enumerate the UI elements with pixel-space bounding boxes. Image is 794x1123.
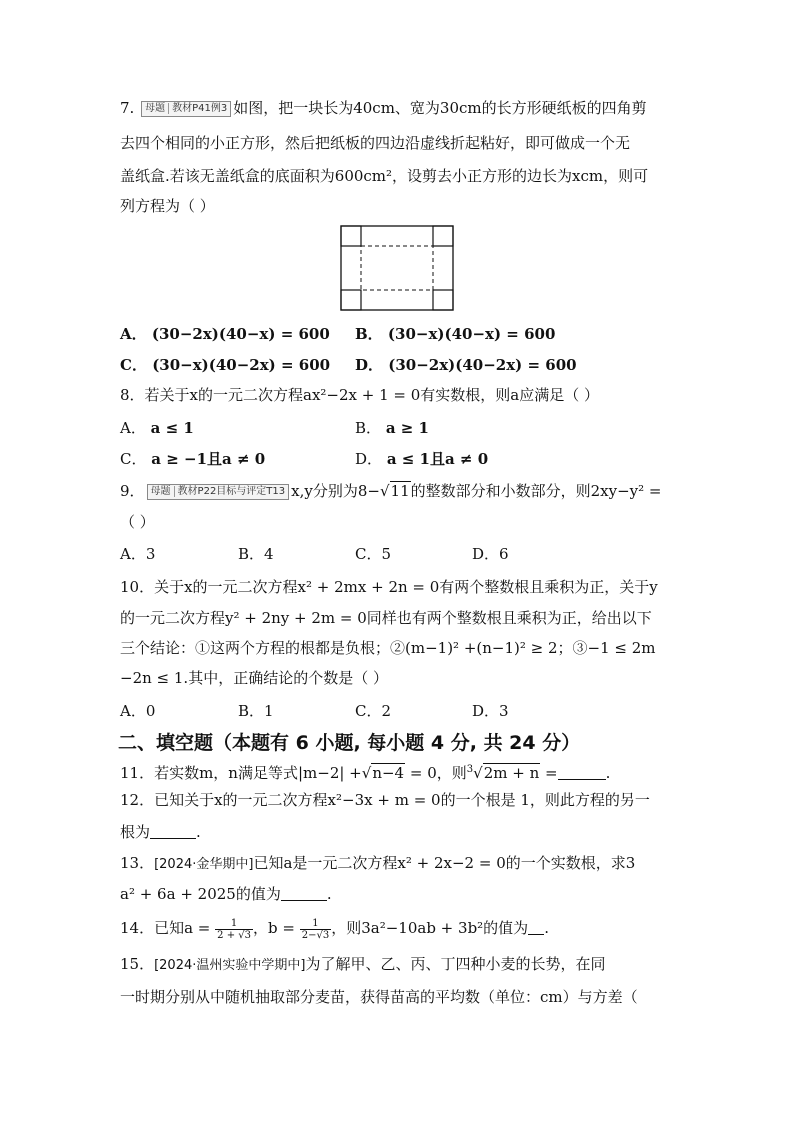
q7-tag-textbook: 教材P41例3 [172,103,228,114]
q8-option-a-label: A． [120,419,146,437]
q10-text-3: 三个结论：①这两个方程的根都是负根；②(m−1)² +(n−1)² ≥ 2；③−1 ≤ 2m [120,639,656,657]
q9-tag-mother: 母题 [151,486,175,497]
q10-line2 [120,608,652,628]
q9-tag-textbook: 教材P22目标与评定T13 [177,486,286,497]
q7-option-a-text: (30−2x)(40−x) = 600 [151,325,330,343]
q10-option-b-text: 1 [264,702,274,720]
q7-option-d [355,355,577,375]
q15-source: [2024·温州实验中学期中] [154,958,306,973]
q11-text-a: 11．若实数m，n满足等式|m−2| + [120,764,362,782]
q12-line1 [120,790,650,810]
q8-option-a-text: a ≤ 1 [150,419,194,437]
q10-option-a [120,701,155,721]
q9-option-c [355,544,391,564]
q9-text-b: 的整数部分和小数部分，则2xy−y² = [410,482,662,500]
corner-square-tl [341,226,361,246]
q7-option-b-text: (30−x)(40−x) = 600 [387,325,556,343]
q7-option-b [355,324,555,344]
q10-option-b [238,701,274,721]
sqrt-symbol-icon: √ [379,482,390,500]
q7-option-c-label: C． [120,356,147,374]
cardboard-figure [340,225,454,311]
q11-text-end: . [605,764,611,782]
q15-line2 [120,987,638,1007]
q7-option-c [120,355,330,375]
q8-text-1: 8．若关于x的一元二次方程ax²−2x + 1 = 0有实数根，则a应满足（ ） [120,386,599,404]
q8-option-c-text: a ≥ −1且a ≠ 0 [151,450,266,468]
q7-option-b-label: B． [355,325,383,343]
q9-option-d-text: 6 [499,545,509,563]
q14-answer-blank[interactable] [528,920,544,935]
q9-option-d [472,544,509,564]
q8-option-d-label: D． [355,450,383,468]
q9-option-b-label: B． [238,545,265,563]
q8-option-c-label: C． [120,450,147,468]
q7-text-4: 列方程为（ ） [120,197,215,215]
q10-line3 [120,638,656,658]
q8-option-d [355,449,488,469]
q7-line4 [120,196,215,216]
q10-text-4: −2n ≤ 1.其中，正确结论的个数是（ ） [120,669,388,687]
q12-text-end: . [196,823,201,841]
q11-answer-blank[interactable] [558,765,606,780]
q14-text-a: 14．已知a = [120,919,211,937]
q14-frac-a-denominator: 2 + √3 [217,929,251,941]
q12-line2 [120,822,201,842]
q15-line1 [120,954,605,976]
q14-line1 [120,916,549,941]
q8-option-c [120,449,265,469]
q13-source: [2024·金华期中] [154,857,254,872]
q13-line1 [120,853,635,875]
q14-text-b: ，b = [253,919,295,937]
q11-root-index: 3 [466,764,474,775]
q14-frac-a-numerator: 1 [215,918,253,930]
corner-square-bl [341,290,361,310]
q8-option-b [355,418,429,438]
q7-option-a [120,324,330,344]
q7-number: 7. [120,99,135,117]
q7-text-3: 盖纸盒.若该无盖纸盒的底面积为600cm²，设剪去小正方形的边长为xcm，则可 [120,167,649,185]
q13-text-end: . [326,885,332,903]
corner-square-br [433,290,453,310]
q9-radicand: 11 [390,482,410,500]
q15-number: 15． [120,955,155,973]
q9-option-a-text: 3 [145,545,156,563]
q7-source-tag [141,101,231,117]
q9-text-2: （ ） [120,513,155,531]
q9-text-a: x,y分别为8− [291,482,380,500]
q13-text-1: 已知a是一元二次方程x² + 2x−2 = 0的一个实数根，求3 [253,854,636,872]
q11-text-b: = 0，则 [405,764,467,782]
q10-option-a-text: 0 [145,702,156,720]
q10-option-c-text: 2 [381,702,392,720]
q8-option-a [120,418,194,438]
q12-text-1: 12．已知关于x的一元二次方程x²−3x + m = 0的一个根是 1，则此方程的另一 [120,791,650,809]
q11-text-c: = [540,764,558,782]
q14-fraction-a [215,918,253,941]
q12-answer-blank[interactable] [150,824,196,839]
q15-text-2: 一时期分别从中随机抽取部分麦苗，获得苗高的平均数（单位：cm）与方差（ [120,988,638,1006]
q14-fraction-b [300,918,331,941]
q10-option-d-label: D． [472,702,500,720]
q11-radicand-1: n−4 [372,764,405,782]
q7-option-d-text: (30−2x)(40−2x) = 600 [388,356,577,374]
q9-option-c-label: C． [355,545,382,563]
q9-number: 9． [120,482,145,500]
q10-option-b-label: B． [238,702,265,720]
q9-line2 [120,512,155,532]
q10-option-a-label: A． [120,702,146,720]
q8-option-d-text: a ≤ 1且a ≠ 0 [386,450,489,468]
q13-text-2: a² + 6a + 2025的值为 [120,885,281,903]
q7-option-d-label: D． [355,356,384,374]
q7-text-2: 去四个相同的小正方形，然后把纸板的四边沿虚线折起粘好，即可做成一个无 [120,134,631,152]
q11-line1 [120,760,610,783]
q10-text-1: 10．关于x的一元二次方程x² + 2mx + 2n = 0有两个整数根且乘积为正，关于y [120,578,658,596]
q14-text-end: . [544,919,549,937]
q11-radicand-2: 2m + n [483,764,540,782]
q9-option-d-label: D． [472,545,500,563]
q7-tag-mother: 母题 [145,103,169,114]
q10-option-c-label: C． [355,702,382,720]
q14-text-c: ，则3a²−10ab + 3b²的值为 [331,919,529,937]
q12-text-2: 根为 [120,823,151,841]
q10-option-c [355,701,391,721]
q7-text-1: 如图，把一块长为40cm、宽为30cm的长方形硬纸板的四角剪 [233,99,647,117]
cardboard-outline [341,226,453,310]
section-heading-fill-in [118,730,580,756]
q8-option-b-label: B． [355,419,382,437]
q7-line1 [120,98,647,118]
q7-option-c-text: (30−x)(40−2x) = 600 [152,356,331,374]
q9-option-b-text: 4 [264,545,274,563]
q10-line4 [120,668,388,688]
sqrt-symbol-icon: √ [473,764,483,782]
q13-number: 13． [120,854,155,872]
q10-option-d [472,701,509,721]
q9-option-b [238,544,274,564]
q10-option-d-text: 3 [499,702,509,720]
q8-option-b-text: a ≥ 1 [385,419,429,437]
sqrt-symbol-icon: √ [361,764,372,782]
q13-line2 [120,884,332,904]
q9-option-c-text: 5 [381,545,392,563]
section-heading-text: 二、填空题（本题有 6 小题, 每小题 4 分, 共 24 分） [118,732,581,754]
q7-option-a-label: A． [120,325,147,343]
q14-frac-b-numerator: 1 [300,918,331,930]
corner-square-tr [433,226,453,246]
q9-option-a [120,544,155,564]
q9-line1 [120,481,662,501]
q9-source-tag [147,484,290,500]
q13-answer-blank[interactable] [281,886,327,901]
q8-line1 [120,385,599,405]
q10-text-2: 的一元二次方程y² + 2ny + 2m = 0同样也有两个整数根且乘积为正，给出以下 [120,609,652,627]
q10-line1 [120,577,658,597]
q7-line3 [120,166,648,186]
q14-frac-b-denominator: 2−√3 [301,929,330,941]
fold-line-dashed [361,246,433,290]
q7-line2 [120,133,630,153]
q15-text-1: 为了解甲、乙、丙、丁四种小麦的长势，在同 [305,955,606,973]
q9-option-a-label: A． [120,545,146,563]
